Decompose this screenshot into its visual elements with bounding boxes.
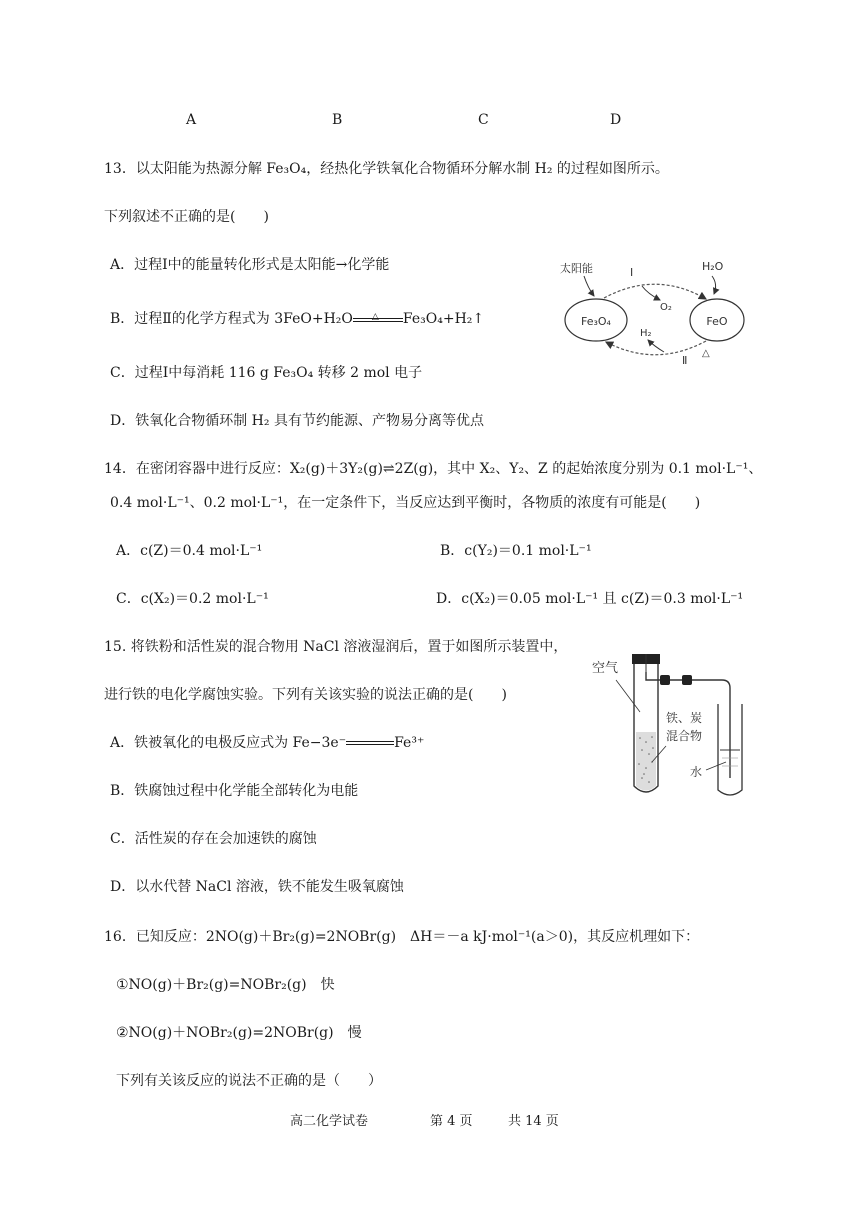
fe3o4-label: Fe₃O₄ (581, 315, 611, 328)
tube-clamp-left (660, 675, 670, 685)
q14-option-b: B．c(Y₂)＝0.1 mol·L⁻¹ (440, 543, 592, 559)
q14-option-d: D．c(X₂)＝0.05 mol·L⁻¹ 且 c(Z)＝0.3 mol·L⁻¹ (436, 591, 744, 607)
q14-stem-line2: 0.4 mol·L⁻¹、0.2 mol·L⁻¹，在一定条件下，当反应达到平衡时，各物质的浓度有可能是( ) (110, 495, 701, 511)
h2-arrow (648, 340, 664, 352)
mixture-label-2: 混合物 (666, 729, 703, 743)
footer-total: 共 14 页 (508, 1114, 559, 1129)
q15-stem-line2: 进行铁的电化学腐蚀实验。下列有关该实验的说法正确的是( ) (104, 687, 507, 703)
q15-option-a-right: Fe³⁺ (394, 735, 425, 751)
q14-option-a: A．c(Z)＝0.4 mol·L⁻¹ (116, 543, 263, 559)
solar-arrow (584, 276, 594, 296)
h2-label: H₂ (640, 328, 652, 339)
q13-option-c: C．过程Ⅰ中每消耗 116 g Fe₃O₄ 转移 2 mol 电子 (110, 365, 423, 381)
heat-label: △ (702, 348, 710, 359)
o2-arrow (642, 286, 660, 300)
q13-option-b (110, 310, 484, 328)
feo-label: FeO (706, 315, 728, 328)
q15-apparatus-diagram (586, 650, 756, 802)
footer-page: 第 4 页 (430, 1114, 473, 1129)
prev-option-c: C (478, 112, 489, 128)
footer-subject: 高二化学试卷 (290, 1114, 369, 1129)
q13-stem-line1: 13．以太阳能为热源分解 Fe₃O₄，经热化学铁氧化合物循环分解水制 H₂ 的过程如图所示。 (104, 161, 669, 177)
q15-option-b: B．铁腐蚀过程中化学能全部转化为电能 (110, 783, 359, 799)
solar-energy-label: 太阳能 (560, 262, 593, 275)
q13-cycle-diagram (556, 250, 766, 372)
water-label: 水 (690, 765, 703, 779)
mixture-label-1: 铁、炭 (666, 711, 703, 725)
q14-stem-line1: 14．在密闭容器中进行反应：X₂(g)＋3Y₂(g)⇌2Z(g)，其中 X₂、Y₂、Z 的起始浓度分别为 0.1 mol·L⁻¹、 (104, 461, 763, 477)
q13-stem-line2: 下列叙述不正确的是( ) (104, 209, 269, 225)
q14-option-c: C．c(X₂)＝0.2 mol·L⁻¹ (116, 591, 269, 607)
q13-option-b-right: Fe₃O₄+H₂↑ (402, 311, 485, 327)
process-2-arrow (606, 341, 706, 355)
q13-option-d: D．铁氧化合物循环制 H₂ 具有节约能源、产物易分离等优点 (110, 413, 484, 429)
heat-equals-sign (353, 312, 403, 326)
q15-option-c: C．活性炭的存在会加速铁的腐蚀 (110, 831, 317, 847)
prev-option-a: A (186, 112, 197, 128)
q16-question: 下列有关该反应的说法不正确的是（ ） (116, 1073, 382, 1089)
process-1-label: Ⅰ (630, 266, 634, 279)
tube-clamp-right (682, 675, 692, 685)
prev-option-b: B (332, 112, 343, 128)
q15-stem-line1: 15. 将铁粉和活性炭的混合物用 NaCl 溶液湿润后，置于如图所示装置中， (104, 639, 568, 655)
heat-triangle: △ (371, 312, 379, 322)
prev-option-d: D (610, 112, 622, 128)
air-label: 空气 (592, 661, 619, 676)
q15-option-d: D．以水代替 NaCl 溶液，铁不能发生吸氧腐蚀 (110, 879, 404, 895)
h2o-label: H₂O (702, 260, 724, 273)
o2-label: O₂ (660, 302, 672, 313)
q15-option-a (110, 734, 424, 752)
q16-step-1: ①NO(g)＋Br₂(g)=NOBr₂(g) 快 (116, 977, 335, 993)
process-2-label: Ⅱ (682, 354, 688, 367)
q13-option-b-left: B．过程Ⅱ的化学方程式为 3FeO+H₂O (110, 311, 353, 327)
equals-sign (346, 737, 394, 749)
q13-option-a: A．过程Ⅰ中的能量转化形式是太阳能→化学能 (110, 257, 390, 273)
h2o-arrow (712, 276, 716, 294)
q16-step-2: ②NO(g)＋NOBr₂(g)=2NOBr(g) 慢 (116, 1025, 362, 1041)
q16-stem: 16．已知反应：2NO(g)＋Br₂(g)=2NOBr(g) ΔH＝－a kJ·mol⁻¹(a＞0)，其反应机理如下： (104, 929, 700, 945)
q15-option-a-left: A．铁被氧化的电极反应式为 Fe−3e⁻ (110, 735, 347, 751)
